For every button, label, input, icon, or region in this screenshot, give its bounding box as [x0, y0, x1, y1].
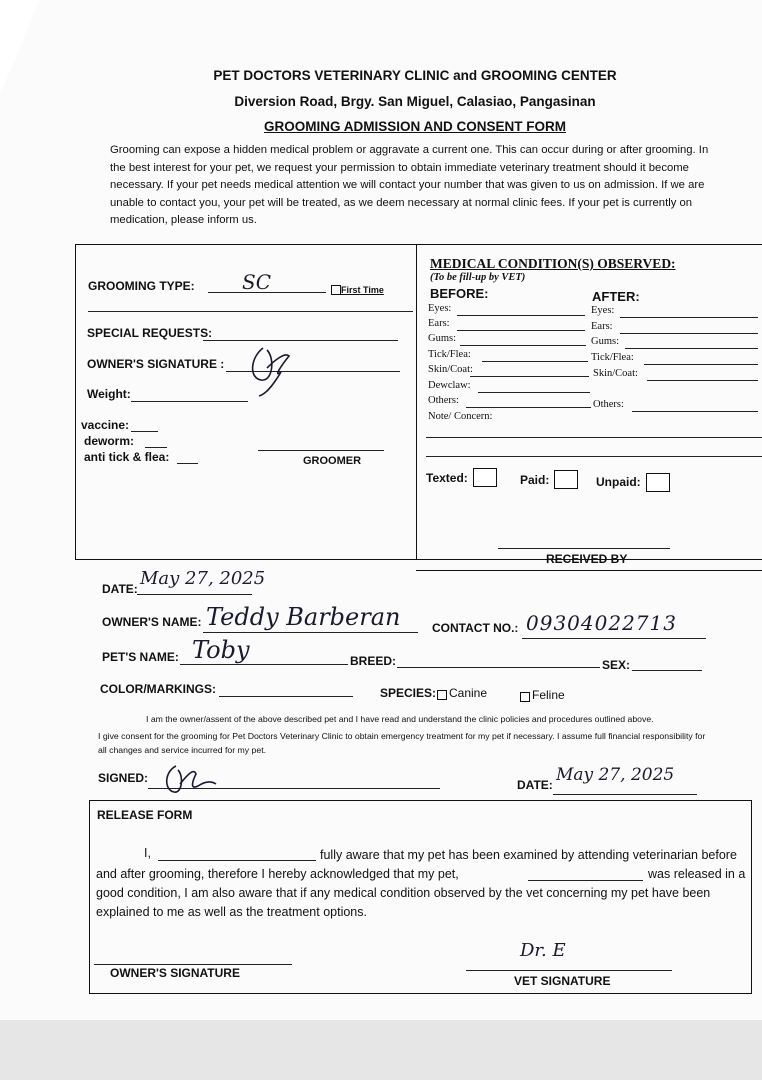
vet-signature-label: VET SIGNATURE [514, 974, 611, 988]
after-tickflea-line [644, 364, 758, 365]
date-label: DATE: [102, 582, 138, 596]
after-others: Others: [593, 399, 624, 410]
before-gums: Gums: [428, 333, 457, 344]
consent-date-line [553, 794, 697, 795]
canine-checkbox[interactable] [437, 690, 447, 700]
release-title: RELEASE FORM [97, 808, 193, 822]
before-ears: Ears: [428, 318, 450, 329]
vaccine-label: vaccine: [81, 418, 130, 432]
release-text-3: was released in a good condition, I am also aware that if any medical condition observed by the vet concerning my pet have been explained to me as well as the treatment options. [96, 867, 746, 919]
before-label: BEFORE: [430, 286, 489, 301]
breed-line [397, 667, 600, 668]
species-label: SPECIES: [380, 686, 437, 700]
received-by-label: RECEIVED BY [546, 552, 628, 566]
consent-line-1: I am the owner/assent of the above described pet and I have read and understand the clinic policies and procedures outlined above. [146, 714, 654, 724]
first-time-label: First Time [341, 285, 384, 295]
intro-paragraph: Grooming can expose a hidden medical problem or aggravate a current one. This can occur during or after grooming. In the best interest for your pet, we request your permission to obtain immediate veterinary treatment should it become necessary. If your pet needs medical attention we will contact your number that was given to us on admission. If we are unable to contact you, your pet will be treated, as we deem necessary at normal clinic fees. If your pet is currently on medication, please inform us. [110, 144, 709, 226]
before-dewclaw-line [478, 392, 590, 393]
antitick-line [177, 463, 198, 464]
owner-name-value: Teddy Barberan [206, 603, 401, 631]
after-skincoat-line [647, 380, 758, 381]
release-owner-sign-line [94, 964, 292, 965]
owner-signed-mark [160, 760, 230, 804]
feline-label: Feline [532, 688, 565, 702]
contact-line [522, 638, 706, 639]
received-by-line [498, 548, 670, 549]
vet-signature-value: Dr. E [520, 940, 566, 961]
unpaid-label: Unpaid: [596, 475, 641, 489]
color-label: COLOR/MARKINGS: [100, 682, 216, 696]
texted-checkbox[interactable] [473, 468, 497, 487]
grooming-type-line-2 [88, 311, 413, 312]
first-time-checkbox[interactable] [331, 285, 341, 295]
before-gums-line [460, 345, 586, 346]
vet-sign-line [466, 970, 672, 971]
sex-line [632, 670, 702, 671]
clinic-name: PET DOCTORS VETERINARY CLINIC and GROOMING CENTER [213, 68, 617, 83]
special-requests-label: SPECIAL REQUESTS: [87, 326, 213, 340]
date-value: May 27, 2025 [140, 568, 266, 589]
after-others-line [632, 411, 758, 412]
texted-label: Texted: [426, 471, 468, 485]
weight-label: Weight: [87, 387, 131, 401]
canine-label: Canine [449, 686, 488, 700]
before-ears-line [457, 330, 585, 331]
before-skincoat: Skin/Coat: [428, 364, 473, 375]
after-ears-line [620, 333, 758, 334]
note-line-2 [426, 456, 762, 457]
paid-checkbox[interactable] [554, 470, 578, 489]
weight-line [131, 401, 248, 402]
before-tickflea: Tick/Flea: [428, 349, 471, 360]
scan-edge [0, 1020, 762, 1080]
paid-label: Paid: [520, 473, 550, 487]
before-dewclaw: Dewclaw: [428, 380, 471, 391]
after-eyes-line [620, 317, 758, 318]
deworm-line [145, 447, 167, 448]
groomer-line [258, 450, 384, 451]
unpaid-checkbox[interactable] [646, 473, 670, 492]
after-label: AFTER: [592, 289, 640, 304]
after-ears: Ears: [591, 321, 613, 332]
after-gums: Gums: [591, 336, 620, 347]
contact-value: 09304022713 [526, 611, 677, 635]
before-tickflea-line [482, 361, 588, 362]
before-eyes-line [457, 315, 585, 316]
before-others: Others: [428, 395, 459, 406]
note-concern: Note/ Concern: [428, 411, 493, 422]
owner-signature-label: OWNER'S SIGNATURE : [87, 357, 225, 371]
medical-title: MEDICAL CONDITION(S) OBSERVED: [430, 256, 676, 271]
after-skincoat: Skin/Coat: [593, 368, 638, 379]
medical-subtitle: (To be fill-up by VET) [430, 272, 526, 283]
column-divider [416, 244, 417, 560]
color-line [219, 696, 353, 697]
release-text-1: I, [144, 846, 151, 860]
pet-name-label: PET'S NAME: [102, 650, 179, 664]
contact-label: CONTACT NO.: [432, 621, 519, 635]
deworm-label: deworm: [84, 434, 135, 448]
antitick-label: anti tick & flea: [84, 450, 170, 464]
after-tickflea: Tick/Flea: [591, 352, 634, 363]
consent-line-2: I give consent for the grooming for Pet Doctors Veterinary Clinic to obtain emergency treatment for my pet if necessary. I assume full financial responsibility for all changes and service incurred for my pet. [98, 731, 706, 755]
feline-checkbox[interactable] [520, 692, 530, 702]
clinic-address: Diversion Road, Brgy. San Miguel, Calasiao, Pangasinan [234, 94, 596, 109]
consent-date-value: May 27, 2025 [556, 765, 675, 785]
right-box-bottom [416, 570, 762, 571]
release-owner-signature-label: OWNER'S SIGNATURE [110, 966, 240, 980]
before-others-line [466, 407, 591, 408]
note-line-1 [426, 437, 762, 438]
sex-label: SEX: [602, 658, 631, 672]
pet-name-value: Toby [192, 636, 250, 664]
breed-label: BREED: [350, 654, 397, 668]
before-skincoat-line [470, 376, 589, 377]
pet-name-line [180, 664, 348, 665]
owner-name-line [203, 632, 418, 633]
grooming-type-label: GROOMING TYPE: [88, 279, 195, 293]
owner-signature-mark [245, 338, 305, 400]
signed-label: SIGNED: [98, 771, 149, 785]
before-eyes: Eyes: [428, 303, 452, 314]
groomer-label: GROOMER [303, 455, 362, 467]
grooming-type-value: SC [242, 270, 272, 294]
after-eyes: Eyes: [591, 305, 615, 316]
vaccine-line [131, 431, 158, 432]
after-gums-line [625, 348, 758, 349]
owner-name-label: OWNER'S NAME: [102, 615, 202, 629]
release-text-2: fully aware that my pet has been examined by attending veterinarian before and after grooming, therefore I hereby acknowledged that my pet, [96, 848, 737, 881]
form-title: GROOMING ADMISSION AND CONSENT FORM [264, 119, 566, 134]
consent-date-label: DATE: [517, 778, 553, 792]
date-line [137, 594, 252, 595]
